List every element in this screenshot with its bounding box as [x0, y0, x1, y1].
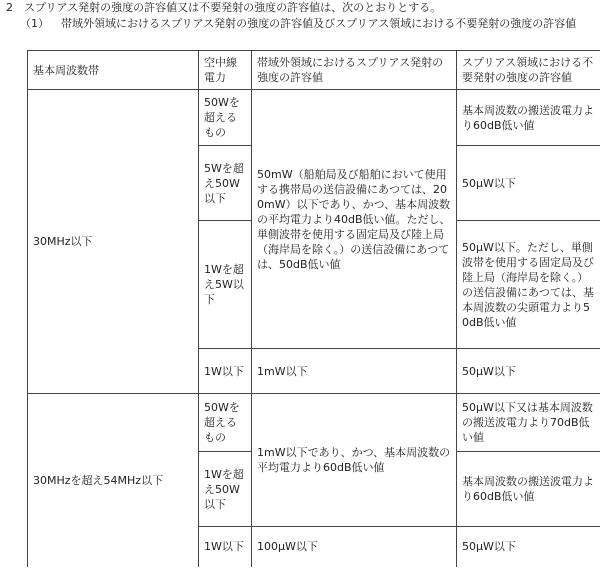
- emission-limits-table: [27, 50, 600, 567]
- power-cell: 5Wを超え50W以下: [199, 146, 252, 221]
- header-power: 空中線電力: [199, 51, 252, 90]
- spurious-cell: 50μW以下: [457, 146, 600, 221]
- spurious-cell: 50μW以下。ただし、単側波帯を使用する固定局及び陸上局（海岸局を除く。）の送信設備にあつては、基本周波数の尖頭電力より50dB低い値: [457, 221, 600, 349]
- power-cell: 1W以下: [199, 527, 252, 567]
- power-cell: 50Wを超えるもの: [199, 394, 252, 452]
- power-cell: 1Wを超え50W以下: [199, 452, 252, 527]
- out-of-band-cell: 1mW以下: [252, 349, 457, 394]
- power-cell: 1Wを超え5W以下: [199, 221, 252, 349]
- power-cell: 1W以下: [199, 349, 252, 394]
- out-of-band-cell: 1mW以下であり、かつ、基本周波数の平均電力より60dB低い値: [252, 394, 457, 527]
- header-band: 基本周波数帯: [28, 51, 199, 90]
- spurious-cell: 基本周波数の搬送波電力より60dB低い値: [457, 452, 600, 527]
- band-cell: 30MHzを超え54MHz以下: [28, 394, 199, 567]
- header-spurious: スプリアス領域における不要発射の強度の許容値: [457, 51, 600, 90]
- band-cell: 30MHz以下: [28, 90, 199, 394]
- table-row: [28, 90, 600, 146]
- spurious-cell: 50μW以下又は基本周波数の搬送波電力より70dB低い値: [457, 394, 600, 452]
- out-of-band-cell: 100μW以下: [252, 527, 457, 567]
- subsection-title: 帯域外領域におけるスプリアス発射の強度の許容値及びスプリアス領域における不要発射の強度の許容値: [61, 17, 577, 30]
- spurious-cell: 基本周波数の搬送波電力より60dB低い値: [457, 90, 600, 146]
- power-cell: 50Wを超えるもの: [199, 90, 252, 146]
- table-header-row: [28, 51, 600, 90]
- subsection-number: （1）: [20, 17, 49, 30]
- spurious-cell: 50μW以下: [457, 527, 600, 567]
- table-row: [28, 394, 600, 452]
- header-out-of-band: 帯域外領域におけるスプリアス発射の強度の許容値: [252, 51, 457, 90]
- out-of-band-cell: 50mW（船舶局及び船舶において使用する携帯局の送信設備にあつては、200mW）以下であり、かつ、基本周波数の平均電力より40dB低い値。ただし、単側波帯を使用する固定局及び陸上局（海岸局を除く。）の送信設備にあつては、50dB低い値: [252, 90, 457, 349]
- spurious-cell: 50μW以下: [457, 349, 600, 394]
- section-heading: 2 スプリアス発射の強度の許容値又は不要発射の強度の許容値は、次のとおりとする。: [6, 1, 442, 14]
- subsection-heading: [20, 16, 592, 31]
